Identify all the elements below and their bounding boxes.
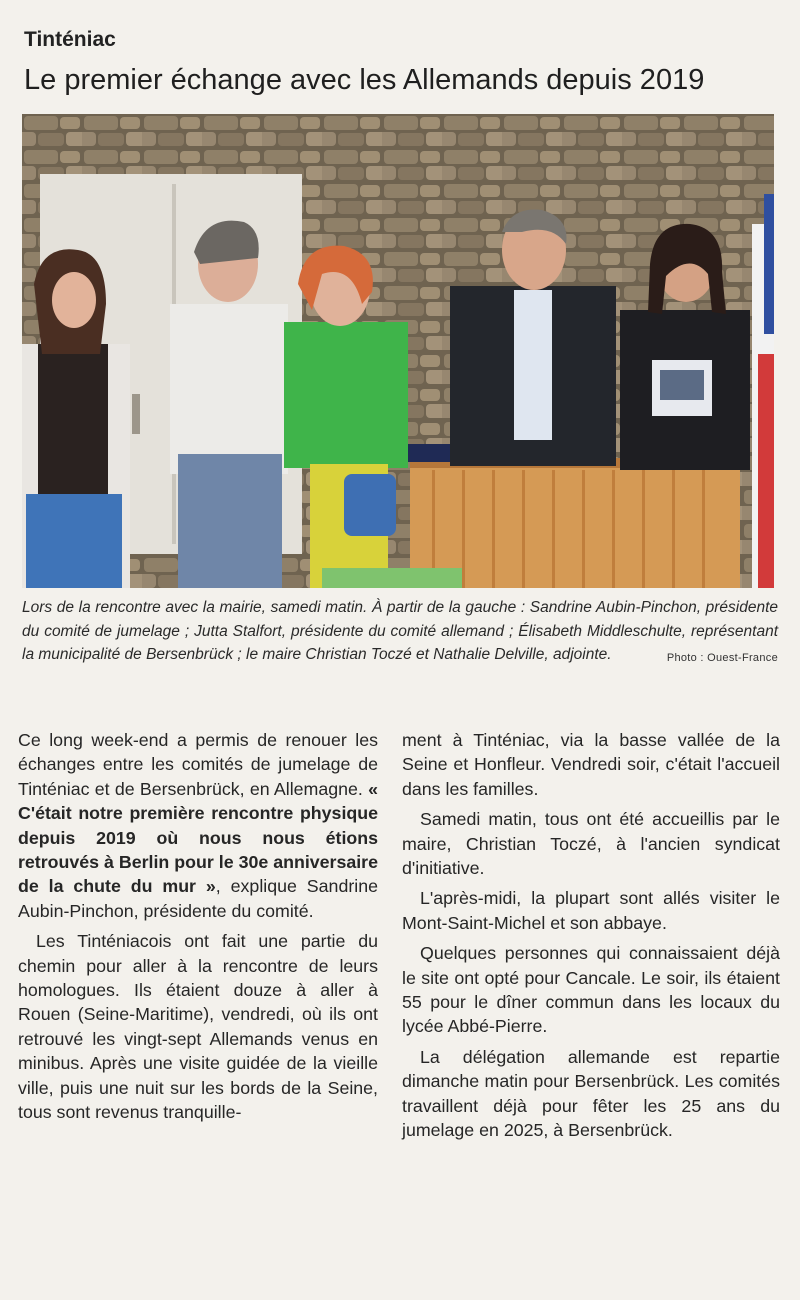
paragraph: Les Tinténiacois ont fait une partie du chemin pour aller à la rencontre de leurs homologues. Ils étaient douze à aller à Rouen (Seine-Maritime), vendredi, où ils ont retrouvé les vingt-sept Allemands venus en minibus. Après une visite guidée de la vieille ville, puis une nuit sur les bords de la Seine, tous sont revenus tranquille- [18, 931, 378, 1123]
column-left [18, 728, 378, 1131]
paragraph: ment à Tinténiac, via la basse vallée de la Seine et Honfleur. Vendredi soir, c'était l'accueil dans les familles. [402, 730, 780, 799]
paragraph-intro [18, 728, 378, 923]
headline: Le premier échange avec les Allemands depuis 2019 [24, 64, 705, 96]
caption-text: Lors de la rencontre avec la mairie, samedi matin. À partir de la gauche : Sandrine Aubin-Pinchon, présidente du comité de jumelage ; Jutta Stalfort, présidente du comité allemand ; Élisabeth Middleschulte, représentant la municipalité de Bersenbrück ; le maire Christian Toczé et Nathalie Delville, adjointe. [22, 599, 778, 663]
intro-text: Ce long week-end a permis de renouer les échanges entre les comités de jumelage de Tinténiac et de Bersenbrück, en Allemagne. [18, 730, 378, 799]
kicker-town: Tinténiac [24, 28, 116, 51]
quote-text: « C'était notre première rencontre physique depuis 2019 où nous nous étions retrouvés à Berlin pour le 30e anniversaire de la chute du mur » [18, 778, 378, 897]
paragraph: Samedi matin, tous ont été accueillis par le maire, Christian Toczé, à l'ancien syndicat d'initiative. [402, 809, 780, 879]
paragraph: La délégation allemande est repartie dimanche matin pour Bersenbrück. Les comités travaillent déjà pour fêter les 25 ans du jumelage en 2025, à Bersenbrück. [402, 1046, 780, 1141]
photo-credit: Photo : Ouest-France [666, 652, 778, 664]
paragraph: Quelques personnes qui connaissaient déjà le site ont opté pour Cancale. Le soir, ils étaient 55 pour le dîner commun dans les locaux du lycée Abbé-Pierre. [402, 943, 780, 1037]
photo-caption [22, 596, 778, 671]
paragraph: L'après-midi, la plupart sont allés visiter le Mont-Saint-Michel et son abbaye. [402, 888, 780, 933]
column-right [402, 728, 780, 1149]
photo-illustration [22, 114, 774, 588]
article-photo [22, 114, 774, 588]
intro-attribution: , explique Sandrine Aubin-Pinchon, présidente du comité. [18, 876, 378, 921]
